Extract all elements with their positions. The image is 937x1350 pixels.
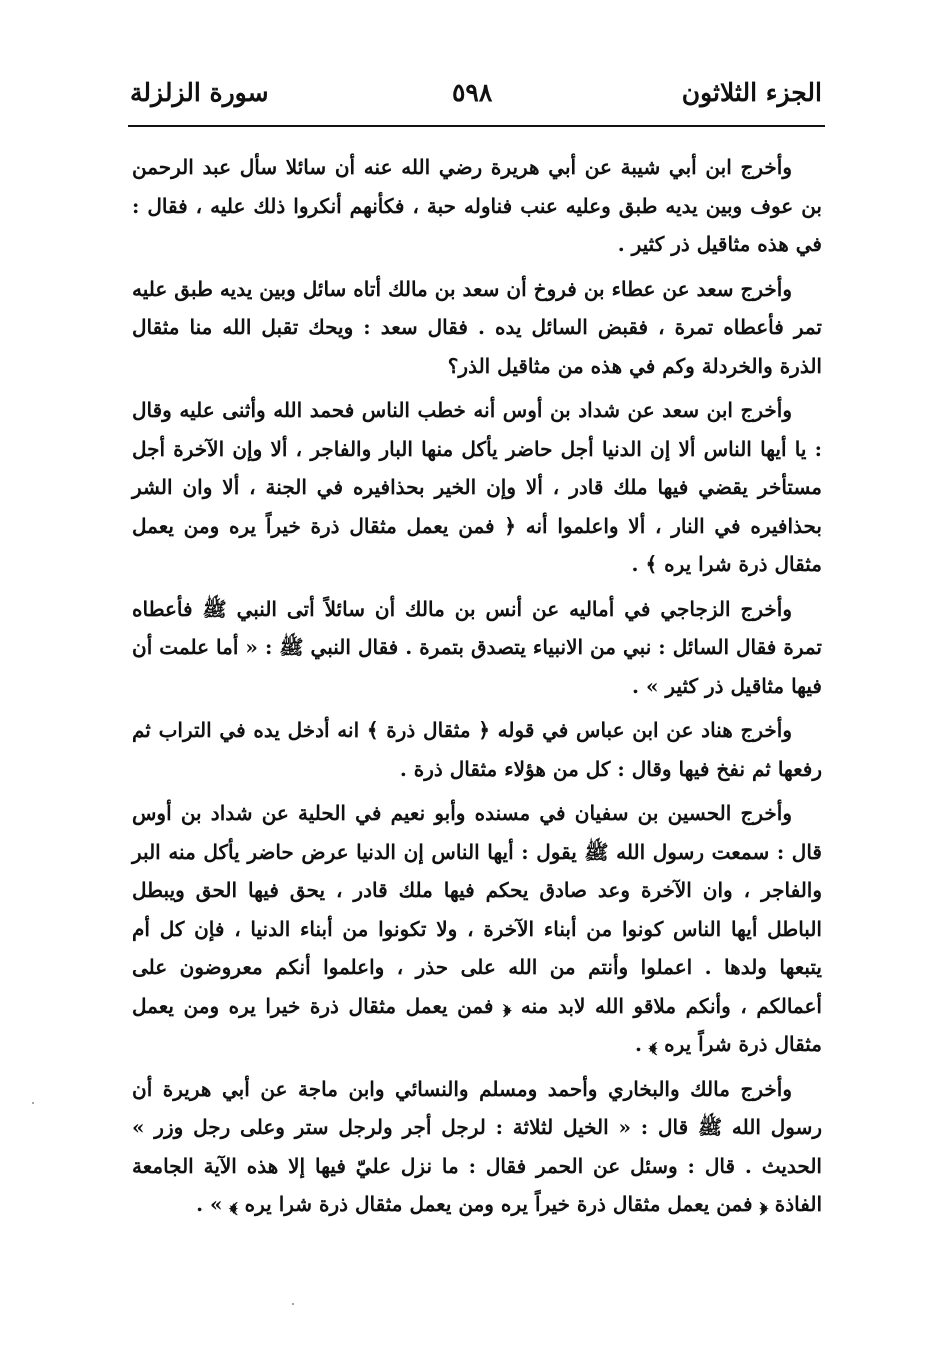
page-body bbox=[132, 148, 822, 1230]
paragraph-6: وأخرج الحسين بن سفيان في مسنده وأبو نعيم في الحلية عن شداد بن أوس قال : سمعت رسول الله ﷺ يقول : أيها الناس إن الدنيا عرض حاضر يأكل منه البر والفاجر ، وان الآخرة وعد صادق يحكم فيها ملك قادر ، يحق فيها الحق ويبطل الباطل أيها الناس كونوا من أبناء الآخرة ، ولا تكونوا من أبناء الدنيا ، فإن كل أم يتبعها ولدها . اعملوا وأنتم من الله على حذر ، واعلموا أنكم معروضون على أعمالكم ، وأنكم ملاقو الله لابد منه ﴿ فمن يعمل مثقال ذرة خيرا يره ومن يعمل مثقال ذرة شراً يره ﴾ . bbox=[132, 801, 822, 1056]
page-header bbox=[130, 78, 822, 122]
scan-speck bbox=[292, 1303, 294, 1305]
surah-title: سورة الزلزلة bbox=[130, 78, 269, 107]
paragraph-3: وأخرج ابن سعد عن شداد بن أوس أنه خطب الناس فحمد الله وأثنى عليه وقال : يا أيها الناس ألا إن الدنيا أجل حاضر يأكل منها البار والفاجر ، ألا وإن الآخرة أجل مستأخر يقضي فيها ملك قادر ، ألا وإن الخير بحذافيره في الجنة ، ألا وان الشر بحذافيره في النار ، ألا واعلموا أنه ﴿ فمن يعمل مثقال ذرة خيراً يره ومن يعمل مثقال ذرة شرا يره ﴾ . bbox=[132, 398, 822, 576]
paragraph-7: وأخرج مالك والبخاري وأحمد ومسلم والنسائي وابن ماجة عن أبي هريرة أن رسول الله ﷺ قال : « الخيل لثلاثة : لرجل أجر ولرجل ستر وعلى رجل وزر » الحديث . قال : وسئل عن الحمر فقال : ما نزل عليّ فيها إلا هذه الآية الجامعة الفاذة ﴿ فمن يعمل مثقال ذرة خيراً يره ومن يعمل مثقال ذرة شرا يره ﴾ » . bbox=[132, 1076, 822, 1216]
part-title: الجزء الثلاثون bbox=[681, 78, 822, 107]
paragraph-2: وأخرج سعد عن عطاء بن فروخ أن سعد بن مالك أتاه سائل وبين يديه طبق عليه تمر فأعطاه تمرة ، فقبض السائل يده . فقال سعد : ويحك تقبل الله منا مثقال الذرة والخردلة وكم في هذه من مثاقيل الذر؟ bbox=[132, 276, 822, 378]
scan-speck bbox=[32, 1102, 34, 1104]
paragraph-5: وأخرج هناد عن ابن عباس في قوله ﴿ مثقال ذرة ﴾ انه أدخل يده في التراب ثم رفعها ثم نفخ فيها وقال : كل من هؤلاء مثقال ذرة . bbox=[132, 718, 822, 781]
header-divider bbox=[128, 125, 825, 127]
paragraph-4: وأخرج الزجاجي في أماليه عن أنس بن مالك أن سائلاً أتى النبي ﷺ فأعطاه تمرة فقال السائل : نبي من الانبياء يتصدق بتمرة . فقال النبي ﷺ : « أما علمت أن فيها مثاقيل ذر كثير » . bbox=[132, 596, 822, 698]
page-number: ٥٩٨ bbox=[452, 78, 493, 107]
paragraph-1: وأخرج ابن أبي شيبة عن أبي هريرة رضي الله عنه أن سائلا سأل عبد الرحمن بن عوف وبين يديه طبق وعليه عنب فناوله حبة ، فكأنهم أنكروا ذلك عليه ، فقال : في هذه مثاقيل ذر كثير . bbox=[132, 155, 822, 256]
